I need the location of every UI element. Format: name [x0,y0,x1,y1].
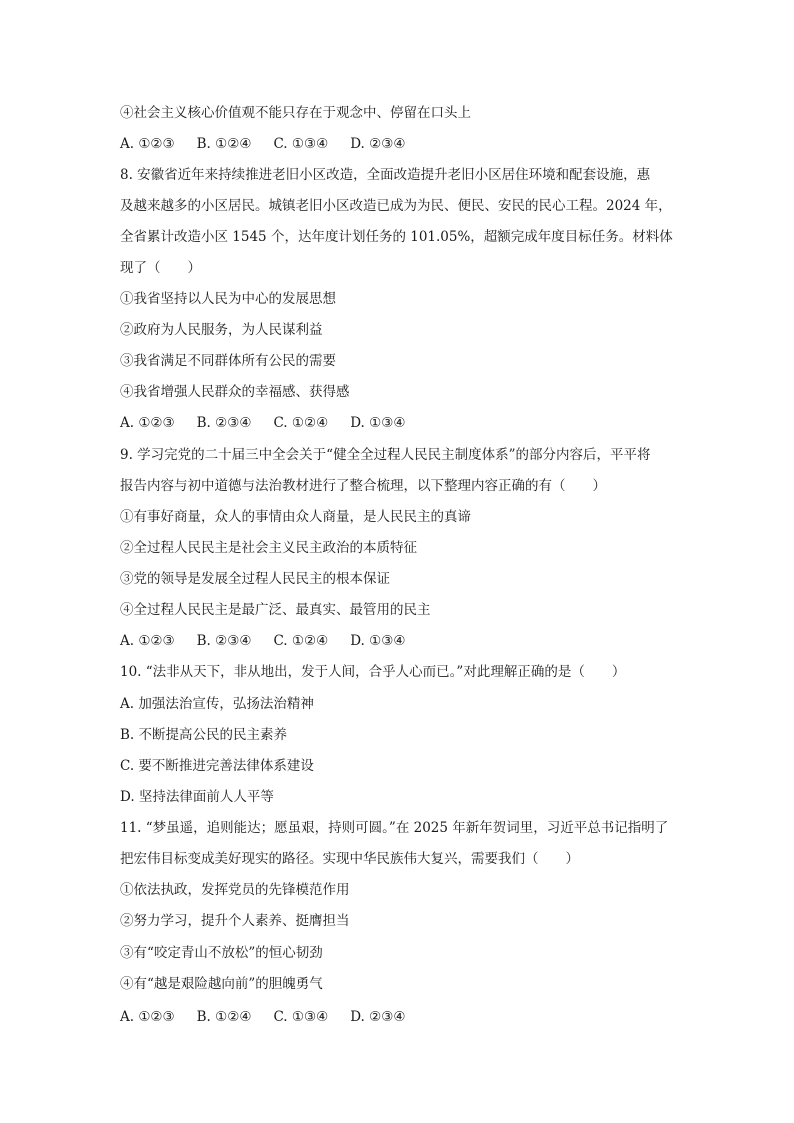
q7-option-c: C. ①③④ [273,136,329,152]
q8-statement-3: ③我省满足不同群体所有公民的需要 [120,353,336,369]
q8-stem-line-3: 全省累计改造小区 1545 个，达年度计划任务的 101.05%，超额完成年度目标任务。材料体 [120,229,673,245]
q10-option-b: B. 不断提高公民的民主素养 [120,727,288,743]
q8-stem-line-4: 现了（ ） [120,260,201,276]
q11-statement-3: ③有“咬定青山不放松”的恒心韧劲 [120,945,323,961]
q11-statement-4: ④有“越是艰险越向前”的胆魄勇气 [120,976,323,992]
q9-option-b: B. ②③④ [196,633,252,649]
q10-stem: 10. “法非从天下，非从地出，发于人间，合乎人心而已。”对此理解正确的是（ ） [120,664,626,680]
q9-statement-1: ①有事好商量，众人的事情由众人商量，是人民民主的真谛 [120,509,471,525]
q8-stem-line-1: 8. 安徽省近年来持续推进老旧小区改造，全面改造提升老旧小区居住环境和配套设施，惠 [120,167,651,183]
q8-statement-1: ①我省坚持以人民为中心的发展思想 [120,291,336,307]
q8-option-d: D. ①③④ [350,415,406,431]
q9-option-d: D. ①③④ [350,633,406,649]
q8-option-a: A. ①②③ [120,415,175,431]
q7-option-d: D. ②③④ [350,136,406,152]
q9-option-c: C. ①②④ [273,633,329,649]
q7-options [120,135,427,153]
q9-statement-3: ③党的领导是发展全过程人民民主的根本保证 [120,571,390,587]
q8-statement-2: ②政府为人民服务，为人民谋利益 [120,322,323,338]
q10-option-a: A. 加强法治宣传，弘扬法治精神 [120,696,314,712]
q11-options [120,1008,427,1026]
q11-statement-2: ②努力学习，提升个人素养、挺膺担当 [120,913,350,929]
q11-option-c: C. ①③④ [273,1009,329,1025]
q11-option-b: B. ①②④ [196,1009,252,1025]
q10-option-d: D. 坚持法律面前人人平等 [120,789,274,805]
q11-stem-line-2: 把宏伟目标变成美好现实的路径。实现中华民族伟大复兴，需要我们（ ） [120,851,579,867]
q8-options [120,414,427,432]
q9-statement-4: ④全过程人民民主是最广泛、最真实、最管用的民主 [120,602,431,618]
q8-statement-4: ④我省增强人民群众的幸福感、获得感 [120,384,350,400]
q8-stem-line-2: 及越来越多的小区居民。城镇老旧小区改造已成为为民、便民、安民的民心工程。2024 年， [120,198,672,214]
q9-stem-line-2: 报告内容与初中道德与法治教材进行了整合梳理，以下整理内容正确的有（ ） [120,478,606,494]
q11-stem-line-1: 11. “梦虽遥，追则能达；愿虽艰，持则可圆。”在 2025 年新年贺词里，习近平总书记指明了 [120,820,669,836]
q9-stem-line-1: 9. 学习完党的二十届三中全会关于“健全全过程人民民主制度体系”的部分内容后，平平将 [120,447,651,463]
q9-options [120,632,427,650]
q10-option-c: C. 要不断推进完善法律体系建设 [120,758,314,774]
q7-option-a: A. ①②③ [120,136,175,152]
q7-statement-4: ④社会主义核心价值观不能只存在于观念中、停留在口头上 [120,105,471,121]
q7-option-b: B. ①②④ [196,136,252,152]
q11-option-d: D. ②③④ [350,1009,406,1025]
q11-statement-1: ①依法执政，发挥党员的先锋模范作用 [120,882,350,898]
q9-option-a: A. ①②③ [120,633,175,649]
q8-option-b: B. ②③④ [196,415,252,431]
q11-option-a: A. ①②③ [120,1009,175,1025]
q9-statement-2: ②全过程人民民主是社会主义民主政治的本质特征 [120,540,417,556]
q8-option-c: C. ①②④ [273,415,329,431]
